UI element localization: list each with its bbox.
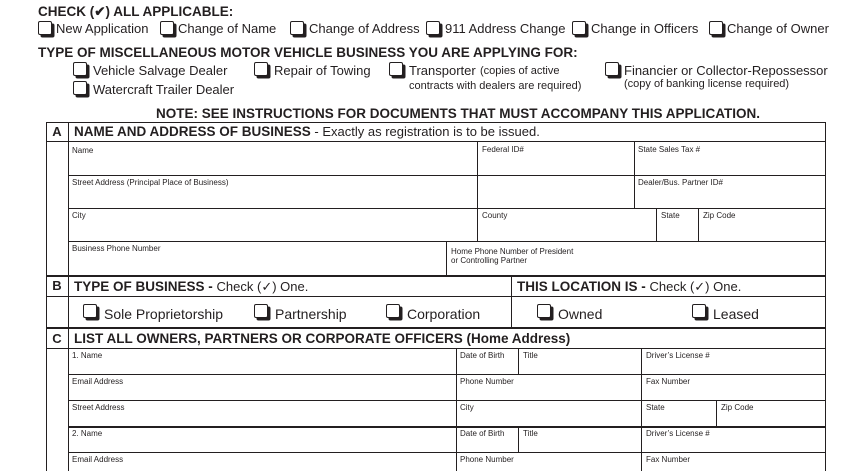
new-application-label: New Application <box>56 21 149 36</box>
owner-2-phone-label: Phone Number <box>460 455 514 464</box>
vehicle-salvage-label: Vehicle Salvage Dealer <box>93 63 228 78</box>
change-in-officers-checkbox[interactable] <box>572 21 586 35</box>
owner-1-name-label: 1. Name <box>72 351 103 360</box>
owner-2-dob-label: Date of Birth <box>460 429 505 438</box>
location-title: THIS LOCATION IS - <box>517 279 650 294</box>
transporter-note-2: contracts with dealers are required) <box>409 80 582 92</box>
owned-label: Owned <box>558 306 603 322</box>
owner-2-drivers-license-label: Driver’s License # <box>646 429 710 438</box>
change-of-owner-label: Change of Owner <box>727 21 829 36</box>
corporation-checkbox[interactable] <box>386 304 400 318</box>
vehicle-salvage-checkbox[interactable] <box>73 62 87 76</box>
misc-type-heading: TYPE OF MISCELLANEOUS MOTOR VEHICLE BUSINESS YOU ARE APPLYING FOR: <box>38 45 578 60</box>
check-all-heading: CHECK (✔) ALL APPLICABLE: <box>38 4 234 19</box>
change-of-name-checkbox[interactable] <box>160 21 174 35</box>
partnership-checkbox[interactable] <box>254 304 268 318</box>
owner-1-phone-label: Phone Number <box>460 377 514 386</box>
911-address-change-checkbox[interactable] <box>426 21 440 35</box>
section-a-subtitle: - Exactly as registration is to be issued. <box>310 124 540 139</box>
home-phone-label-1: Home Phone Number of President <box>451 247 574 256</box>
owner-1-fax-label: Fax Number <box>646 377 691 386</box>
new-application-checkbox[interactable] <box>38 21 52 35</box>
owned-checkbox[interactable] <box>537 304 551 318</box>
street-address-label: Street Address (Principal Place of Business) <box>72 178 229 187</box>
change-in-officers-label: Change in Officers <box>591 21 699 36</box>
section-c-letter: C <box>52 331 62 346</box>
repair-towing-checkbox[interactable] <box>254 62 268 76</box>
section-a-title: NAME AND ADDRESS OF BUSINESS <box>74 124 311 139</box>
location-check: Check (✓) One. <box>649 279 742 294</box>
section-b-letter: B <box>52 278 62 293</box>
watercraft-checkbox[interactable] <box>73 81 87 95</box>
business-phone-label: Business Phone Number <box>72 244 161 253</box>
federal-id-label: Federal ID# <box>482 145 524 154</box>
owner-1-street-label: Street Address <box>72 403 125 412</box>
owner-2-title-label: Title <box>523 429 538 438</box>
repair-towing-label: Repair of Towing <box>274 63 371 78</box>
home-phone-label-2: or Controlling Partner <box>451 256 528 265</box>
location-heading <box>517 278 741 296</box>
type-of-business-heading <box>74 278 308 296</box>
leased-checkbox[interactable] <box>692 304 706 318</box>
change-of-address-checkbox[interactable] <box>290 21 304 35</box>
business-name-label: Name <box>72 146 94 155</box>
section-a-heading <box>74 123 540 141</box>
owner-1-zip-label: Zip Code <box>721 403 754 412</box>
change-of-address-label: Change of Address <box>309 21 420 36</box>
section-a-box <box>46 122 826 276</box>
change-of-name-label: Change of Name <box>178 21 277 36</box>
owner-2-name-label: 2. Name <box>72 429 103 438</box>
owner-2-fax-label: Fax Number <box>646 455 691 464</box>
dealer-partner-id-label: Dealer/Bus. Partner ID# <box>638 178 723 187</box>
owner-1-drivers-license-label: Driver’s License # <box>646 351 710 360</box>
owner-1-email-label: Email Address <box>72 377 124 386</box>
county-label: County <box>482 211 508 220</box>
financier-checkbox[interactable] <box>605 62 619 76</box>
leased-label: Leased <box>713 306 759 322</box>
partnership-label: Partnership <box>275 306 347 322</box>
transporter-note-1: (copies of active <box>480 65 560 77</box>
owner-2-email-label: Email Address <box>72 455 124 464</box>
city-label: City <box>72 211 86 220</box>
transporter-checkbox[interactable] <box>389 62 403 76</box>
sole-proprietorship-checkbox[interactable] <box>83 304 97 318</box>
type-of-business-title: TYPE OF BUSINESS - <box>74 279 217 294</box>
owner-1-city-label: City <box>460 403 474 412</box>
type-of-business-check: Check (✓) One. <box>216 279 309 294</box>
financier-label: Financier or Collector-Repossessor <box>624 63 828 78</box>
instructions-note: NOTE: SEE INSTRUCTIONS FOR DOCUMENTS THAT MUST ACCOMPANY THIS APPLICATION. <box>156 106 760 121</box>
change-of-owner-checkbox[interactable] <box>709 21 723 35</box>
financier-note: (copy of banking license required) <box>624 78 790 90</box>
section-c-title: LIST ALL OWNERS, PARTNERS OR CORPORATE OFFICERS (Home Address) <box>74 331 571 346</box>
state-sales-tax-label: State Sales Tax # <box>638 145 701 154</box>
911-address-change-label: 911 Address Change <box>445 21 566 36</box>
owner-1-state-label: State <box>646 403 665 412</box>
owner-1-dob-label: Date of Birth <box>460 351 505 360</box>
corporation-label: Corporation <box>407 306 481 322</box>
transporter-label: Transporter <box>409 63 476 78</box>
watercraft-label: Watercraft Trailer Dealer <box>93 82 235 97</box>
section-a-letter: A <box>52 124 62 139</box>
state-label: State <box>661 211 680 220</box>
zip-code-label: Zip Code <box>703 211 736 220</box>
sole-proprietorship-label: Sole Proprietorship <box>104 306 224 322</box>
owner-1-title-label: Title <box>523 351 538 360</box>
